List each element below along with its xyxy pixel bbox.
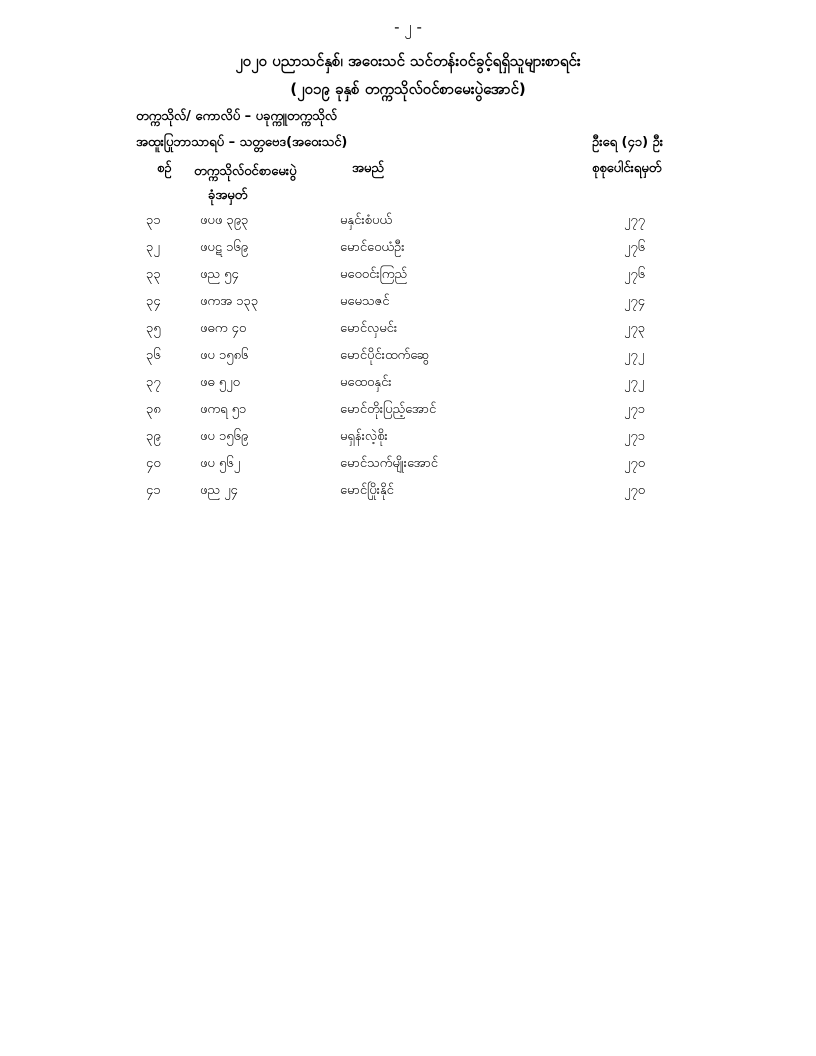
total-marks: ၂၇၃	[624, 321, 646, 336]
roll-number: ဖပ ၁၅၈၆	[200, 348, 249, 363]
student-name: မောင်တိုးပြည့်အောင်	[340, 402, 437, 417]
student-name: မနှင်းစံပယ်	[340, 213, 392, 228]
student-name: မထေဝနှင်း	[340, 375, 392, 390]
row-number: ၃၂	[146, 240, 160, 255]
row-number: ၄၁	[146, 483, 161, 498]
student-name: မရှန်းလဲ့စိုး	[340, 429, 388, 444]
table-row	[0, 293, 816, 320]
student-count: ဦးရေ (၄၁) ဦး	[592, 135, 664, 150]
header-roll-line2: ခုံအမှတ်	[208, 188, 248, 203]
roll-number: ဖဓ ၅၂၀	[200, 375, 240, 390]
total-marks: ၂၇၁	[624, 402, 646, 417]
total-marks: ၂၇၀	[624, 483, 646, 498]
total-marks: ၂၇၁	[624, 429, 646, 444]
total-marks: ၂၇၂	[624, 348, 645, 363]
roll-number: ဖပ ၁၅၆၉	[200, 429, 249, 444]
header-total-marks: စုစုပေါင်းရမှတ်	[592, 161, 662, 176]
header-roll-line1: တက္ကသိုလ်ဝင်စာမေးပွဲ	[194, 164, 297, 179]
student-name: မောင်ပြိုးနိုင်	[340, 483, 394, 498]
table-row	[0, 401, 816, 428]
document-title: ၂၀၂၀ ပညာသင်နှစ်၊ အဝေးသင် သင်တန်းဝင်ခွင့်ရရှိသူများစာရင်း	[235, 52, 581, 70]
student-name: မောင်ဝေယံဦး	[340, 240, 405, 255]
total-marks: ၂၇၀	[624, 456, 646, 471]
total-marks: ၂၇၂	[624, 375, 645, 390]
student-name: မမေသဇင်	[340, 294, 390, 309]
table-row	[0, 482, 816, 509]
student-name: မောင်လှမင်း	[340, 321, 398, 336]
table-row	[0, 320, 816, 347]
student-name: မောင်သက်မျိုးအောင်	[340, 456, 439, 471]
roll-number: ဖပဋ ၁၆၉	[200, 240, 249, 255]
roll-number: ဖကအ ၁၃၃	[200, 294, 259, 309]
table-row	[0, 239, 816, 266]
total-marks: ၂၇၆	[624, 240, 646, 255]
header-name: အမည်	[352, 161, 384, 176]
total-marks: ၂၇၇	[624, 213, 646, 228]
row-number: ၃၅	[146, 321, 161, 336]
major-line: အထူးပြုဘာသာရပ် – သတ္တဗေဒ(အဝေးသင်)	[136, 135, 348, 150]
row-number: ၄၀	[146, 456, 161, 471]
total-marks: ၂၇၆	[624, 267, 646, 282]
row-number: ၃၁	[146, 213, 161, 228]
roll-number: ဖပ ၅၆၂	[200, 456, 240, 471]
results-table	[0, 212, 816, 509]
row-number: ၃၇	[146, 375, 161, 390]
header-roll-number	[194, 160, 297, 208]
table-row	[0, 347, 816, 374]
document-subtitle: (၂၀၁၉ ခုနှစ် တက္ကသိုလ်ဝင်စာမေးပွဲအောင်)	[290, 80, 526, 98]
roll-number: ဖဓက ၄၀	[200, 321, 247, 336]
table-row	[0, 428, 816, 455]
table-row	[0, 374, 816, 401]
table-row	[0, 212, 816, 239]
row-number: ၃၉	[146, 429, 161, 444]
row-number: ၃၃	[146, 267, 161, 282]
header-no: စဉ်	[157, 161, 172, 176]
student-name: မဝေဝင်းကြည်	[340, 267, 408, 282]
university-line: တက္ကသိုလ်/ ကောလိပ် – ပခုက္ကူတက္ကသိုလ်	[136, 109, 338, 124]
roll-number: ဖည ၂၄	[200, 483, 238, 498]
table-row	[0, 455, 816, 482]
total-marks: ၂၇၄	[624, 294, 646, 309]
row-number: ၃၆	[146, 348, 161, 363]
roll-number: ဖပဖ ၃၉၃	[200, 213, 249, 228]
row-number: ၃၄	[146, 294, 161, 309]
roll-number: ဖကရ ၅၁	[200, 402, 247, 417]
roll-number: ဖည ၅၄	[200, 267, 239, 282]
student-name: မောင်ပိုင်းထက်ဆွေ	[340, 348, 430, 363]
table-row	[0, 266, 816, 293]
row-number: ၃၈	[146, 402, 161, 417]
page-number: - ၂ -	[394, 18, 422, 36]
